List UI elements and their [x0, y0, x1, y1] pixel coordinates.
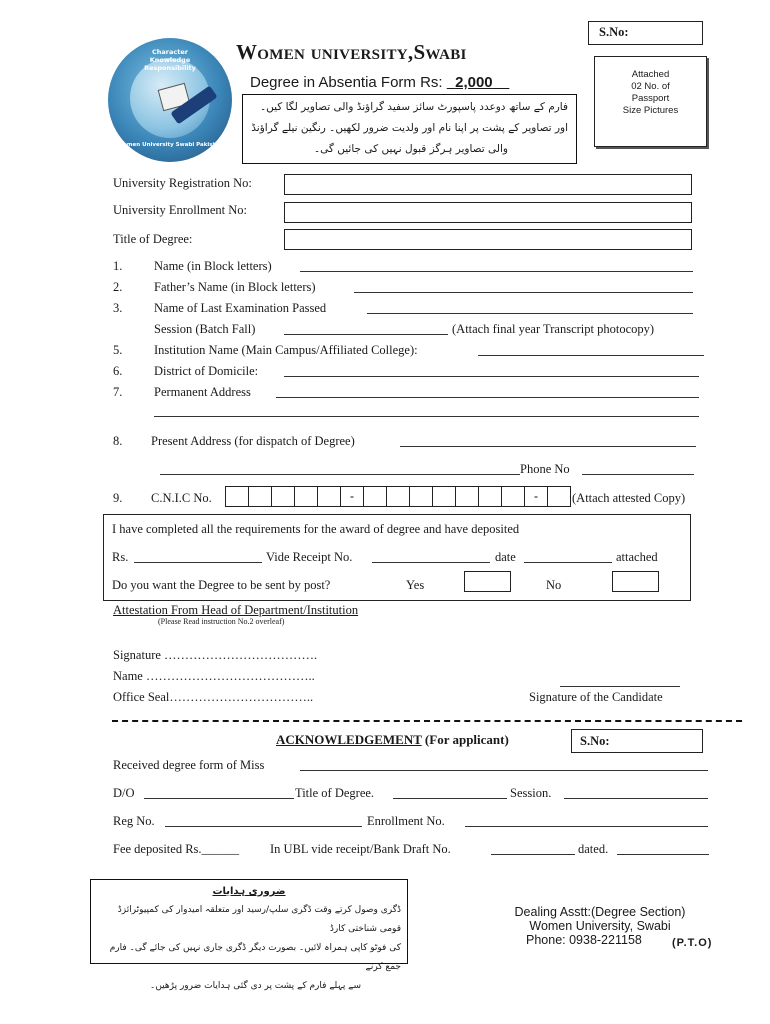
urdu-note-line: فارم کے ساتھ دوعدد پاسپورٹ سائز سفید گراؤنڈ والی تصاویر لگا کیں۔ [259, 101, 568, 113]
cnic-digit-box[interactable] [432, 486, 456, 507]
transcript-note: (Attach final year Transcript photocopy) [452, 322, 655, 336]
form-subtitle [250, 74, 509, 91]
permanent-address-field-2[interactable] [154, 416, 699, 417]
reg-field[interactable] [165, 826, 362, 827]
received-name-field[interactable] [300, 770, 708, 771]
candidate-signature-line[interactable] [560, 686, 680, 687]
urdu-instruction-line: ڈگری وصول کرتے وقت ڈگری سلپ/رسید اور متعلقہ امیدوار کی کمپیوٹرائزڈ قومی شناختی کارڈ [117, 905, 401, 934]
institution-label: Institution Name (Main Campus/Affiliated College): [154, 343, 418, 357]
phone-field[interactable] [582, 474, 694, 475]
post-question: Do you want the Degree to be sent by post? [112, 578, 331, 592]
dated-label: dated. [578, 842, 609, 856]
cut-line-divider [112, 720, 742, 722]
do-label: D/O [113, 786, 135, 800]
item-number: 8. [113, 434, 123, 448]
vide-receipt-label: Vide Receipt No. [266, 550, 353, 564]
item-number: 1. [113, 259, 123, 273]
cnic-digit-box[interactable] [478, 486, 502, 507]
title-degree-label: Title of Degree: [113, 232, 193, 246]
ack-title-degree-label: Title of Degree. [295, 786, 375, 800]
present-address-field-2[interactable] [160, 474, 520, 475]
cnic-digit-box[interactable] [455, 486, 479, 507]
permanent-address-label: Permanent Address [154, 385, 251, 399]
session-field[interactable] [284, 334, 448, 335]
name-label: Name (in Block letters) [154, 259, 272, 273]
bank-draft-field[interactable] [491, 854, 575, 855]
do-field[interactable] [144, 798, 294, 799]
urdu-instruction-line: سے پہلے فارم کے پشت پر دی گئی ہدایات ضرور پڑھیں۔ [150, 981, 361, 991]
reg-no-label: University Registration No: [113, 176, 252, 190]
cnic-digit-box[interactable] [271, 486, 295, 507]
attestation-note: (Please Read instruction No.2 overleaf) [158, 617, 285, 626]
ack-session-label: Session. [510, 786, 552, 800]
subtitle-text: Degree in Absentia Form Rs: [250, 74, 443, 91]
sno-box[interactable] [588, 21, 703, 45]
photo-box-text [595, 69, 706, 117]
urdu-instructions-box [90, 879, 408, 991]
item-number: 3. [113, 301, 123, 315]
cnic-digit-box[interactable] [547, 486, 571, 507]
ack-session-field[interactable] [564, 798, 708, 799]
requirements-text: I have completed all the requirements for the award of degree and have deposited [112, 522, 520, 536]
session-label: Session (Batch Fall) [154, 322, 256, 336]
cnic-separator: - [524, 486, 548, 507]
urdu-instruction-line: کی فوٹو کاپی ہمراہ لائیں۔ بصورت دیگر ڈگری جاری نہیں کی جائے گی۔ فارم جمع کرنے [109, 943, 401, 972]
no-checkbox[interactable] [612, 571, 659, 592]
form-fee [447, 74, 510, 91]
last-exam-field[interactable] [367, 313, 693, 314]
photo-box[interactable] [594, 56, 707, 147]
ack-title: ACKNOWLEDGEMENT [276, 732, 422, 747]
father-name-field[interactable] [354, 292, 693, 293]
cnic-digit-box[interactable] [386, 486, 410, 507]
candidate-signature-label: Signature of the Candidate [529, 690, 663, 704]
page-title: Women university,Swabi [236, 40, 467, 64]
present-address-label: Present Address (for dispatch of Degree) [151, 434, 355, 448]
title-degree-input[interactable] [284, 229, 692, 250]
urdu-photo-note [242, 94, 577, 164]
item-number: 5. [113, 343, 123, 357]
ack-for-applicant: (For applicant) [424, 732, 509, 747]
cnic-attach-note: (Attach attested Copy) [572, 491, 686, 505]
cnic-label: C.N.I.C No. [151, 491, 212, 505]
ack-sno-box[interactable] [571, 729, 703, 753]
photo-line1: Attached [631, 69, 670, 80]
ack-sno-label: S.No: [580, 734, 610, 748]
cnic-digit-box[interactable] [409, 486, 433, 507]
item-number: 6. [113, 364, 123, 378]
yes-checkbox[interactable] [464, 571, 511, 592]
dealing-assistant: Dealing Asstt:(Degree Section) [514, 905, 686, 919]
cnic-digit-box[interactable] [248, 486, 272, 507]
rs-amount-field[interactable] [134, 562, 262, 563]
attestation-name[interactable]: Name ………………………………….. [113, 669, 315, 683]
fee-deposited-label: Fee deposited Rs.______ [113, 842, 240, 856]
ubl-label: In UBL vide receipt/Bank Draft No. [270, 842, 451, 856]
photo-line2: 02 No. of [631, 81, 670, 92]
attestation-signature[interactable]: Signature ………………………………. [113, 648, 318, 662]
form-fee-value: 2,000 [455, 74, 493, 91]
urdu-note-line: والی تصاویر ہرگز قبول نہیں کی جائیں گی۔ [314, 143, 508, 155]
dealing-university: Women University, Swabi [529, 919, 671, 933]
present-address-field[interactable] [400, 446, 696, 447]
ack-enroll-field[interactable] [465, 826, 708, 827]
institution-field[interactable] [478, 355, 704, 356]
date-field[interactable] [524, 562, 612, 563]
item-number: 7. [113, 385, 123, 399]
ack-title-degree-field[interactable] [393, 798, 507, 799]
pto-label: (P.T.O) [672, 937, 713, 949]
district-label: District of Domicile: [154, 364, 259, 378]
dated-field[interactable] [617, 854, 709, 855]
cnic-digit-box[interactable] [225, 486, 249, 507]
university-logo [108, 38, 232, 162]
enroll-no-input[interactable] [284, 202, 692, 223]
item-number: 2. [113, 280, 123, 294]
rs-label: Rs. [112, 550, 129, 564]
ack-enroll-label: Enrollment No. [367, 814, 445, 828]
ack-heading [276, 732, 509, 748]
name-field[interactable] [300, 271, 693, 272]
sno-label: S.No: [599, 25, 629, 39]
cnic-digit-box[interactable] [317, 486, 341, 507]
receipt-no-field[interactable] [372, 562, 490, 563]
logo-ring-text: Women University Swabi Pakistan [117, 142, 223, 148]
requirements-box [103, 514, 691, 601]
district-field[interactable] [284, 376, 699, 377]
attached-label: attached [616, 550, 658, 564]
dealing-phone: Phone: 0938-221158 [526, 933, 642, 947]
yes-label: Yes [406, 578, 425, 592]
cnic-digit-box[interactable] [363, 486, 387, 507]
urdu-instructions-heading: ضروری ہدایات [212, 886, 286, 897]
cnic-separator: - [340, 486, 364, 507]
photo-line3: Passport [631, 93, 670, 104]
father-name-label: Father’s Name (in Block letters) [154, 280, 316, 294]
no-label: No [546, 578, 562, 592]
reg-label: Reg No. [113, 814, 155, 828]
reg-no-input[interactable] [284, 174, 692, 195]
last-exam-label: Name of Last Examination Passed [154, 301, 327, 315]
office-seal[interactable]: Office Seal…………………………….. [113, 690, 314, 704]
attestation-heading: Attestation From Head of Department/Institution [113, 603, 359, 617]
dealing-contact [500, 905, 700, 947]
phone-label: Phone No [520, 462, 570, 476]
permanent-address-field[interactable] [276, 397, 699, 398]
date-label: date [495, 550, 516, 564]
logo-motto: Character Knowledge Responsibility [144, 48, 196, 72]
cnic-digit-box[interactable] [501, 486, 525, 507]
received-label: Received degree form of Miss [113, 758, 265, 772]
enroll-no-label: University Enrollment No: [113, 203, 248, 217]
cnic-digit-box[interactable] [294, 486, 318, 507]
item-number: 9. [113, 491, 123, 505]
urdu-note-line: اور تصاویر کے پشت پر اپنا نام اور ولدیت ضرور لکھیں۔ رنگین نیلے گراؤنڈ [251, 122, 568, 134]
photo-line4: Size Pictures [622, 105, 679, 116]
